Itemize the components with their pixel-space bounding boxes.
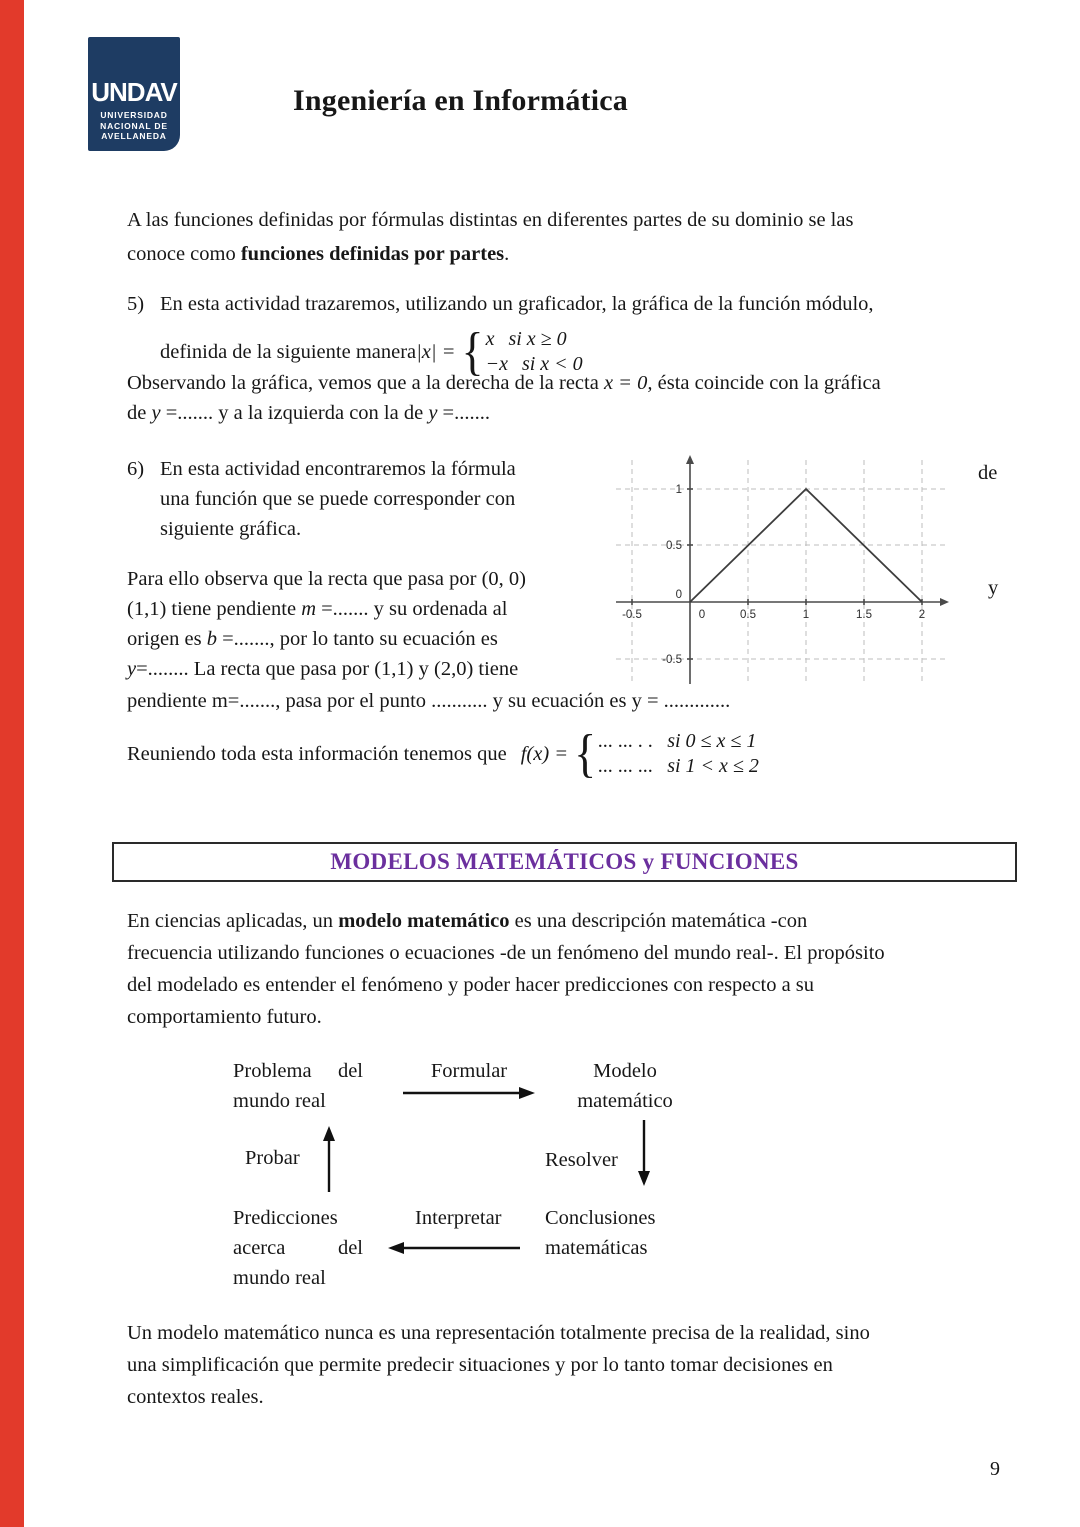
obs-seg6: =....... y a la izquierda con la de bbox=[160, 402, 429, 424]
x-tick-1.5: 1.5 bbox=[856, 609, 872, 621]
section-heading-box bbox=[112, 842, 1017, 882]
pe-l3a: origen es bbox=[127, 628, 207, 650]
x-tick-2: 2 bbox=[918, 609, 926, 621]
fx-row2-dots: ... ... ... bbox=[598, 755, 654, 777]
pe-y: y bbox=[127, 658, 137, 680]
problema-word1: Problema bbox=[233, 1060, 312, 1082]
obs-seg1: Observando la gráfica, vemos que a la derecha de la recta bbox=[127, 372, 604, 394]
x-tick--0.5: -0.5 bbox=[622, 609, 642, 621]
item5-line1: En esta actividad trazaremos, utilizando un graficador, la gráfica de la función módulo, bbox=[160, 293, 874, 315]
reuniendo-text: Reuniendo toda esta información tenemos que bbox=[127, 743, 507, 765]
piecewise-row-1 bbox=[486, 327, 583, 352]
predicciones-line2 bbox=[233, 1233, 363, 1263]
item6-number: 6) bbox=[127, 458, 145, 480]
item6-line2: una función que se puede corresponder con bbox=[160, 488, 516, 510]
probar-arrow-up-icon bbox=[321, 1126, 337, 1192]
row2-condition: si x < 0 bbox=[521, 353, 583, 375]
models-paragraph bbox=[127, 905, 1005, 1033]
diagram-interpretar-label: Interpretar bbox=[415, 1207, 502, 1229]
wrapped-word-y: y bbox=[988, 577, 999, 599]
undav-wordmark: UNDAV bbox=[91, 77, 177, 107]
fx-row2-condition: si 1 < x ≤ 2 bbox=[667, 755, 759, 777]
pe-l2c: =....... y su ordenada al bbox=[316, 598, 508, 620]
obs-seg4: de bbox=[127, 402, 152, 424]
row2-expression: −x bbox=[485, 353, 508, 375]
mp-seg1: En ciencias aplicadas, un bbox=[127, 910, 339, 932]
problema-line2: mundo real bbox=[233, 1090, 326, 1112]
page-number: 9 bbox=[990, 1458, 1000, 1480]
logo-line-3: AVELLANEDA bbox=[101, 131, 167, 141]
obs-seg3: ésta coincide con la gráfica bbox=[652, 372, 881, 394]
pe-l2a: (1,1) tiene pendiente bbox=[127, 598, 302, 620]
fx-rows bbox=[598, 729, 759, 779]
intro-line2c: . bbox=[504, 243, 510, 265]
left-accent-bar bbox=[0, 0, 24, 1527]
item6-line3: siguiente gráfica. bbox=[160, 518, 302, 540]
section-heading: MODELOS MATEMÁTICOS y FUNCIONES bbox=[330, 849, 799, 874]
row1-condition: si x ≥ 0 bbox=[508, 328, 567, 350]
fx-row-1 bbox=[598, 729, 759, 754]
y-tick--0.5: -0.5 bbox=[662, 654, 682, 666]
interpretar-arrow-left-icon bbox=[388, 1240, 520, 1256]
modelo-line1: Modelo bbox=[593, 1060, 657, 1082]
item5-number: 5) bbox=[127, 293, 145, 315]
y-tick-0: 0 bbox=[675, 589, 682, 601]
predicciones-word1: acerca bbox=[233, 1237, 286, 1259]
fp-line2: una simplificación que permite predecir situaciones y por lo tanto tomar decisiones en bbox=[127, 1354, 833, 1376]
wrapped-word-de: de bbox=[978, 462, 998, 484]
diagram-probar-label: Probar bbox=[245, 1147, 300, 1169]
mp-bold-phrase: modelo matemático bbox=[338, 910, 510, 932]
intro-paragraph bbox=[127, 203, 1003, 271]
fx-row-2 bbox=[598, 754, 759, 779]
diagram-conclusiones-block bbox=[545, 1203, 667, 1263]
conclusiones-line1: Conclusiones bbox=[545, 1207, 656, 1229]
observando-paragraph bbox=[127, 368, 1003, 428]
diagram-formular-label: Formular bbox=[430, 1060, 508, 1082]
problema-word2: del bbox=[337, 1060, 363, 1082]
fx-notation: f(x) = bbox=[520, 743, 569, 765]
logo-line-1: UNIVERSIDAD bbox=[100, 110, 168, 120]
pe-b: b bbox=[206, 628, 217, 650]
para-ello-paragraph bbox=[127, 564, 598, 684]
pe-l4b: =........ La recta que pasa por (1,1) y (2,0) tiene bbox=[136, 658, 519, 680]
fp-line1: Un modelo matemático nunca es una representación totalmente precisa de la realidad, sino bbox=[127, 1322, 870, 1344]
mp-line4: comportamiento futuro. bbox=[127, 1006, 322, 1028]
reuniendo-line bbox=[127, 722, 759, 786]
predicciones-word2: del bbox=[337, 1237, 363, 1259]
fx-row1-dots: ... ... . . bbox=[598, 730, 654, 752]
x-tick-0.5: 0.5 bbox=[740, 609, 756, 621]
obs-y2: y bbox=[428, 402, 438, 424]
logo-line-2: NACIONAL DE bbox=[100, 120, 168, 131]
fx-row1-condition: si 0 ≤ x ≤ 1 bbox=[667, 730, 757, 752]
x-axis-arrow-icon bbox=[940, 598, 949, 606]
diagram-resolver-label: Resolver bbox=[545, 1149, 618, 1171]
resolver-arrow-down-icon bbox=[636, 1120, 652, 1186]
abs-notation: |x| = bbox=[416, 341, 456, 363]
item6-block bbox=[160, 454, 600, 544]
formula-brace: { bbox=[461, 322, 484, 381]
page-title: Ingeniería en Informática bbox=[293, 84, 628, 117]
predicciones-line1: Predicciones bbox=[233, 1207, 338, 1229]
y-axis-arrow-icon bbox=[686, 455, 694, 464]
predicciones-line3: mundo real bbox=[233, 1267, 326, 1289]
item5-block bbox=[160, 289, 1003, 381]
obs-x0: x = 0, bbox=[603, 372, 653, 394]
undav-logo bbox=[88, 37, 180, 151]
final-paragraph bbox=[127, 1317, 1005, 1413]
obs-y1: y bbox=[151, 402, 161, 424]
problema-line1 bbox=[233, 1056, 363, 1086]
mp-line3: del modelado es entender el fenómeno y poder hacer predicciones con respecto a su bbox=[127, 974, 815, 996]
undav-logo-subtext bbox=[88, 110, 180, 142]
pe-m: m bbox=[301, 598, 316, 620]
mp-line2: frecuencia utilizando funciones o ecuaciones -de un fenómeno del mundo real-. El propósito bbox=[127, 942, 885, 964]
diagram-predicciones-block bbox=[233, 1203, 363, 1293]
mp-seg3: es una descripción matemática -con bbox=[509, 910, 808, 932]
pe-line1: Para ello observa que la recta que pasa por (0, 0) bbox=[127, 568, 527, 590]
x-tick-0: 0 bbox=[698, 609, 706, 621]
pe-l3c: =......., por lo tanto su ecuación es bbox=[216, 628, 498, 650]
fx-brace: { bbox=[574, 724, 597, 783]
intro-bold-phrase: funciones definidas por partes bbox=[240, 243, 505, 265]
modelo-line2: matemático bbox=[577, 1090, 673, 1112]
item5-line2: definida de la siguiente manera bbox=[160, 341, 417, 363]
function-graph bbox=[604, 452, 952, 692]
diagram-modelo-block bbox=[568, 1056, 682, 1116]
diagram-problema-block bbox=[233, 1056, 363, 1116]
conclusiones-line2: matemáticas bbox=[545, 1237, 648, 1259]
y-tick-0.5: 0.5 bbox=[666, 540, 682, 552]
y-tick-1: 1 bbox=[675, 484, 682, 496]
obs-seg8: =....... bbox=[437, 402, 490, 424]
item6-line1: En esta actividad encontraremos la fórmula bbox=[160, 458, 516, 480]
fp-line3: contextos reales. bbox=[127, 1386, 264, 1408]
pendiente-line: pendiente m=......., pasa por el punto ........... y su ecuación es y = ............. bbox=[127, 690, 731, 712]
grid-lines bbox=[616, 460, 946, 684]
tick-labels bbox=[622, 484, 925, 666]
row1-expression: x bbox=[485, 328, 495, 350]
intro-line1: A las funciones definidas por fórmulas distintas en diferentes partes de su dominio se las bbox=[127, 209, 854, 231]
formular-arrow-right-icon bbox=[403, 1085, 535, 1101]
intro-line2a: conoce como bbox=[127, 243, 241, 265]
x-tick-1: 1 bbox=[802, 609, 810, 621]
